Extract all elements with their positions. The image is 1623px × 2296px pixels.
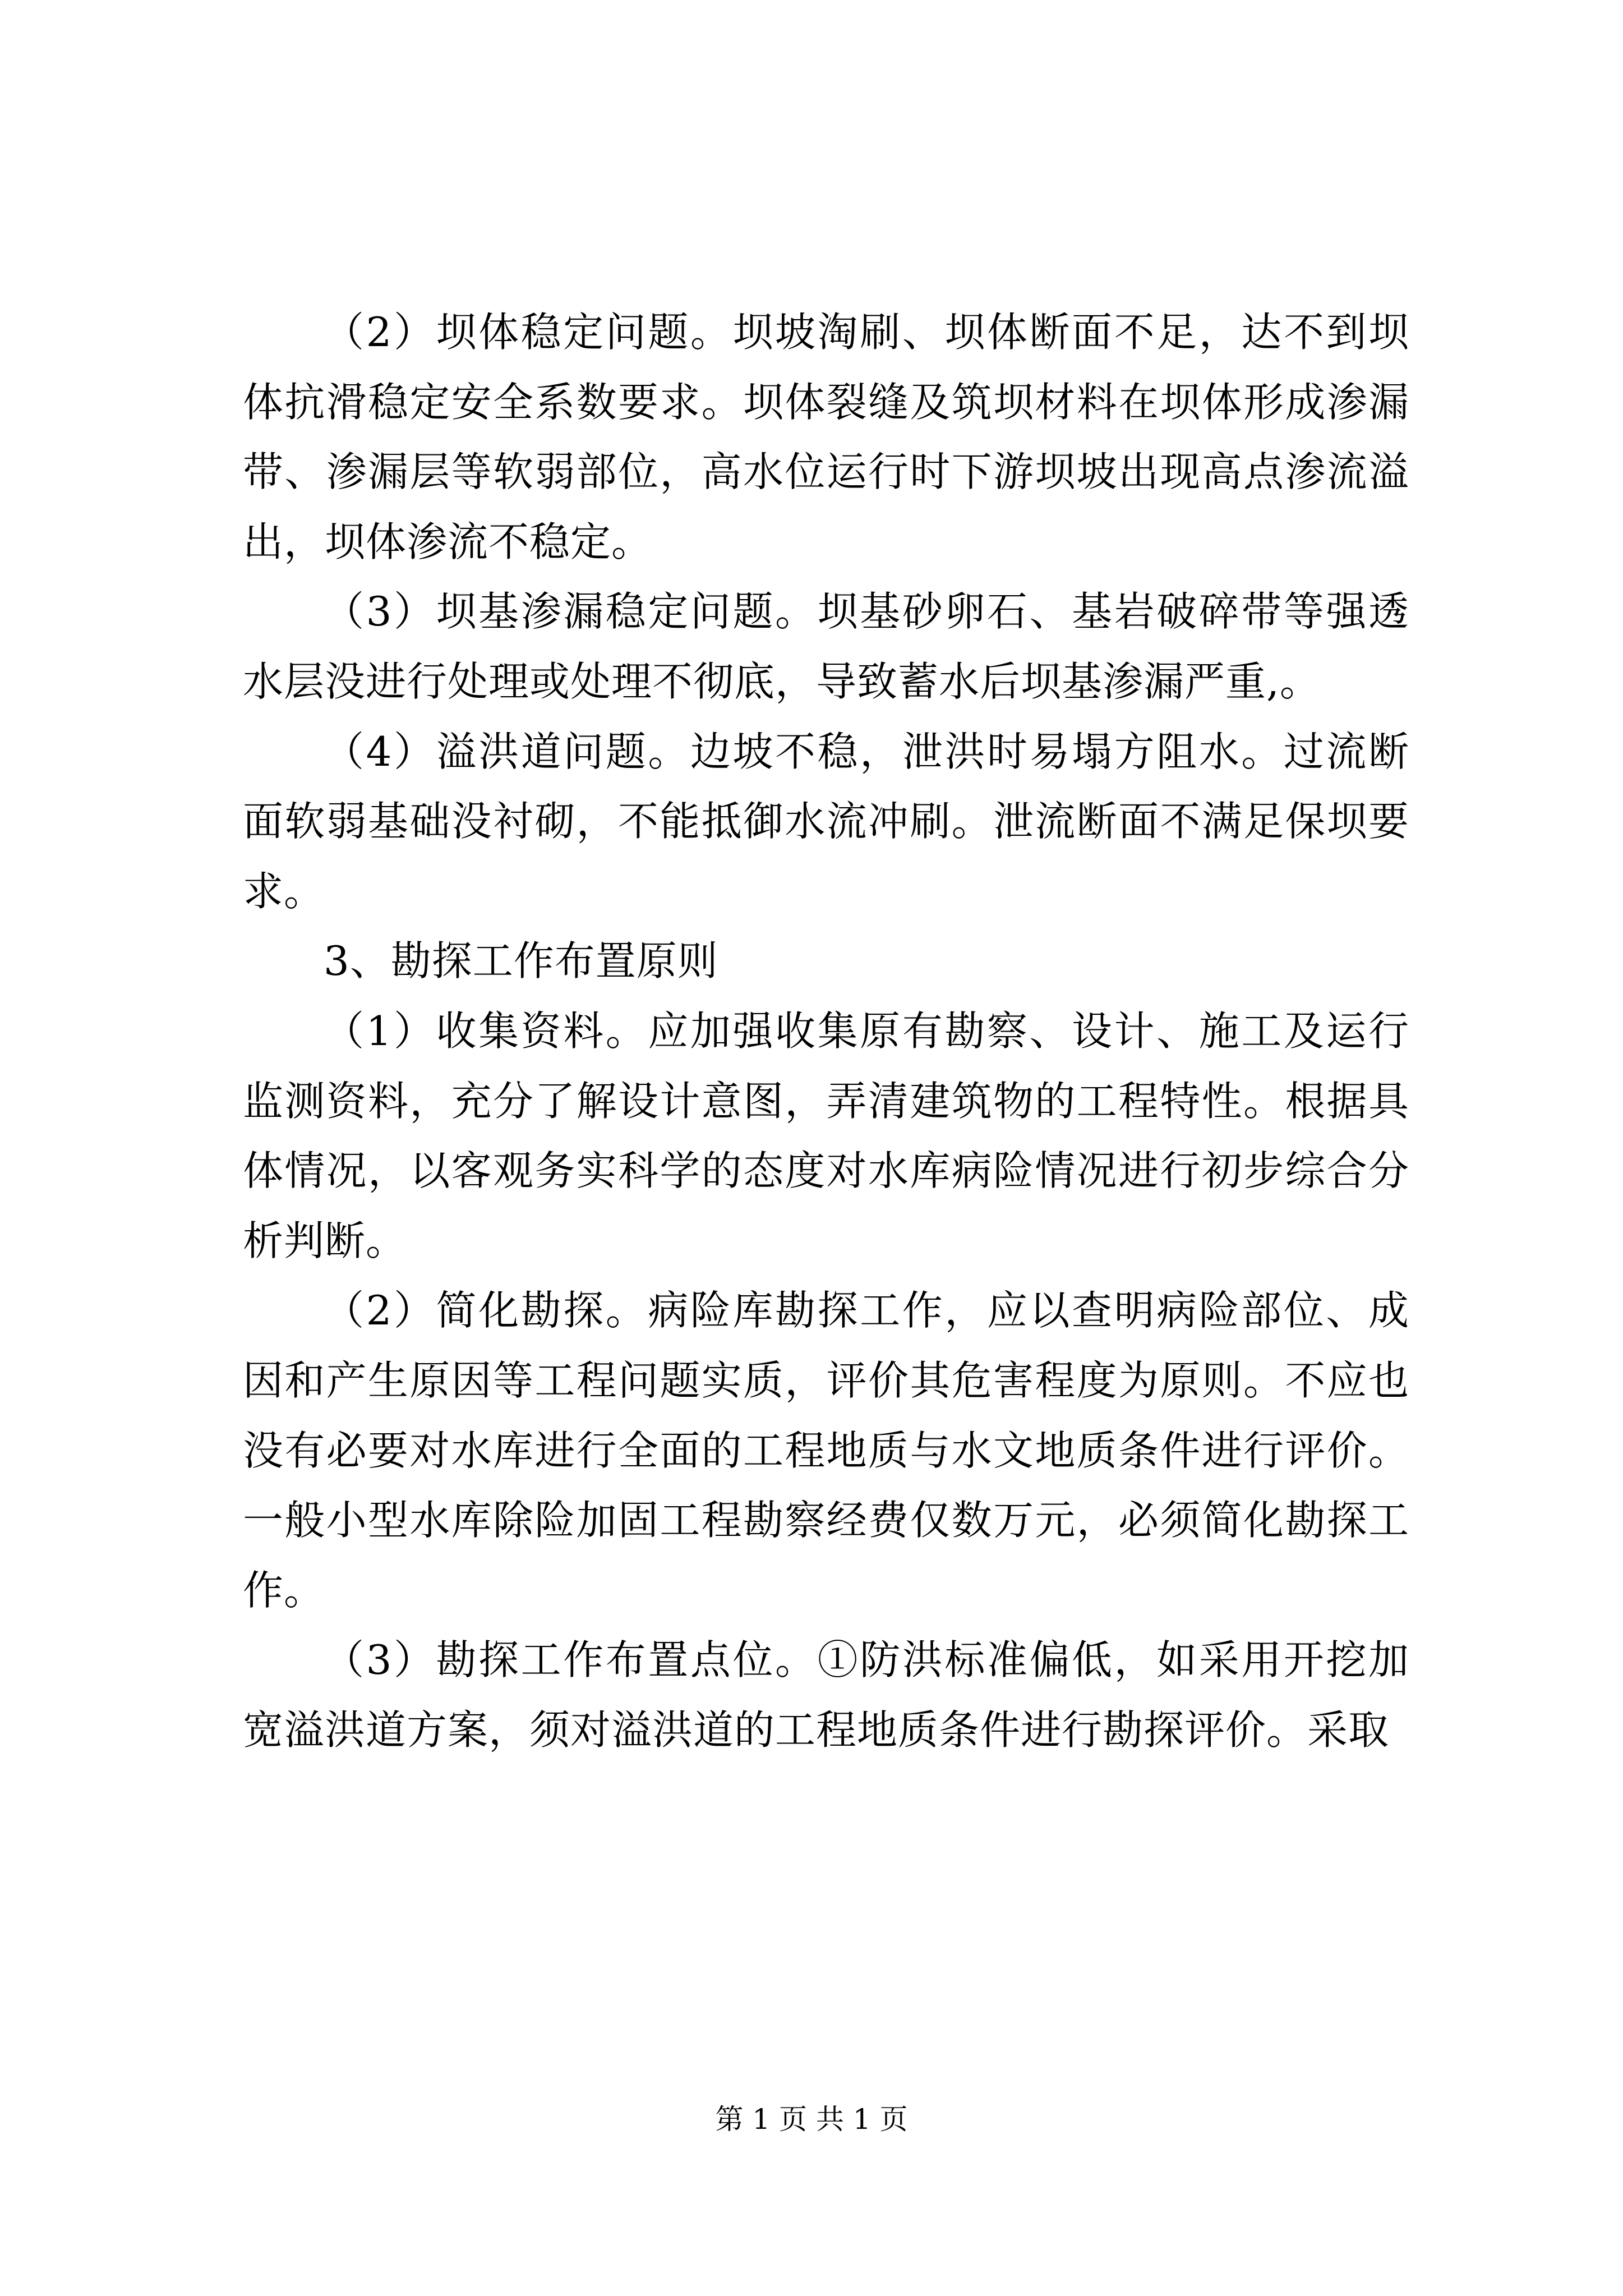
paragraph-simplify-survey: （2）简化勘探。病险库勘探工作，应以查明病险部位、成因和产生原因等工程问题实质，评价其危害程度为原则。不应也没有必要对水库进行全面的工程地质与水文地质条件进行评价。一般小型水库除险加固工程勘察经费仅数万元，必须简化勘探工作。 (243, 1287, 1409, 1614)
document-body (243, 297, 1409, 1765)
paragraph-foundation-seepage: （3）坝基渗漏稳定问题。坝基砂卵石、基岩破碎带等强透水层没进行处理或处理不彻底，导致蓄水后坝基渗漏严重,。 (243, 588, 1409, 705)
paragraph-spillway: （4）溢洪道问题。边坡不稳，泄洪时易塌方阻水。过流断面软弱基础没衬砌，不能抵御水流冲刷。泄流断面不满足保坝要求。 (243, 728, 1409, 915)
paragraph-survey-layout: （3）勘探工作布置点位。①防洪标准偏低，如采用开挖加宽溢洪道方案，须对溢洪道的工程地质条件进行勘探评价。采取 (243, 1636, 1409, 1754)
paragraph-collect-data: （1）收集资料。应加强收集原有勘察、设计、施工及运行监测资料，充分了解设计意图，弄清建筑物的工程特性。根据具体情况，以客观务实科学的态度对水库病险情况进行初步综合分析判断。 (243, 1007, 1409, 1264)
page-footer: 第 1 页 共 1 页 (715, 2103, 908, 2136)
paragraph-dam-stability: （2）坝体稳定问题。坝坡淘刷、坝体断面不足，达不到坝体抗滑稳定安全系数要求。坝体裂缝及筑坝材料在坝体形成渗漏带、渗漏层等软弱部位，高水位运行时下游坝坡出现高点渗流溢出，坝体渗流不稳定。 (243, 309, 1409, 565)
section-heading-survey-principles: 3、勘探工作布置原则 (324, 937, 718, 985)
